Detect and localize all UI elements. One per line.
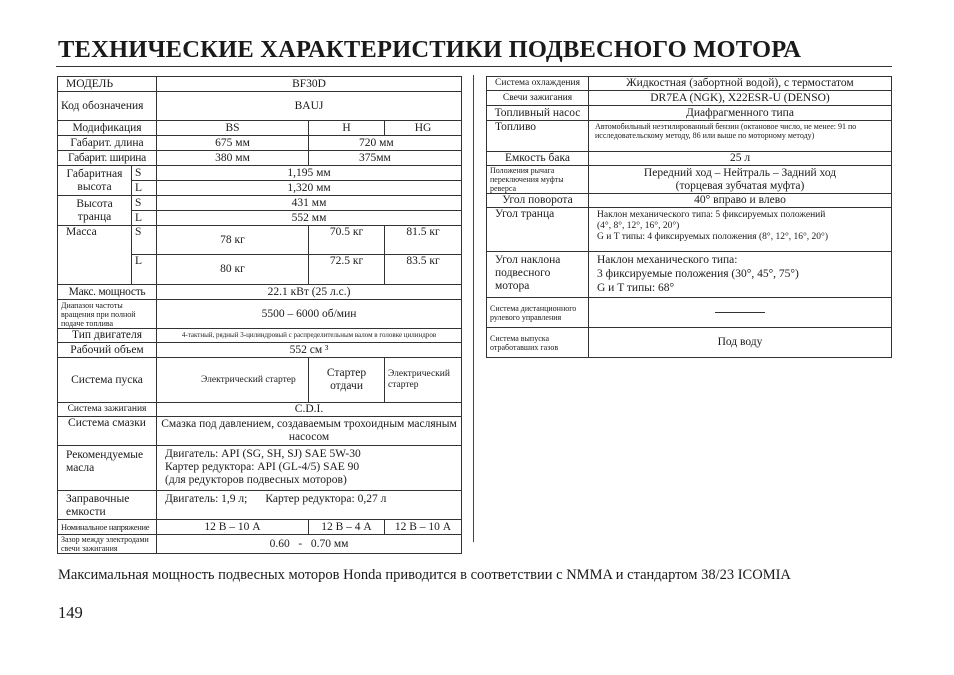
voltage-label: Номинальное напряжение	[58, 520, 157, 535]
row-model	[58, 77, 462, 92]
transom-l-label: L	[132, 211, 157, 226]
length-bs: 675 мм	[157, 136, 309, 151]
mass-l-h: 72.5 кг	[309, 255, 385, 285]
row-capacities	[58, 491, 462, 520]
row-plug-gap	[58, 535, 462, 554]
height-l-value: 1,320 мм	[157, 181, 462, 196]
fuel-pump-label: Топливный насос	[487, 106, 589, 121]
trim-angle-value	[589, 208, 892, 252]
row-tilt-angle	[487, 252, 892, 298]
row-code	[58, 92, 462, 121]
spec-table-right	[486, 76, 892, 358]
lubrication-label: Система смазки	[58, 417, 157, 446]
mass-label: Масса	[58, 226, 132, 285]
fuel-label: Топливо	[487, 121, 589, 152]
width-bs: 380 мм	[157, 151, 309, 166]
code-label: Код обозначения	[58, 92, 157, 121]
displacement-value: 552 см ³	[157, 343, 462, 358]
width-label: Габарит. ширина	[58, 151, 157, 166]
oils-engine: Двигатель: API (SG, SH, SJ) SAE 5W-30	[165, 448, 361, 460]
row-starting	[58, 358, 462, 403]
ignition-label: Система зажигания	[58, 403, 157, 417]
remote-value	[589, 298, 892, 328]
mass-l-label: L	[132, 255, 157, 285]
mass-s-h: 70.5 кг	[309, 226, 385, 255]
tilt-gt-types: G и T типы: 68°	[597, 282, 675, 294]
max-power-label: Макс. мощность	[58, 285, 157, 300]
engine-type-label: Тип двигателя	[58, 329, 157, 343]
starting-h: Стартер отдачи	[309, 358, 385, 403]
row-displacement	[58, 343, 462, 358]
lubrication-value: Смазка под давлением, создаваемым трохоидным масляным насосом	[157, 417, 462, 446]
row-height-s	[58, 166, 462, 181]
not-applicable-dash	[715, 312, 765, 313]
title-underline	[56, 66, 892, 67]
displacement-label: Рабочий объем	[58, 343, 157, 358]
modification-h: H	[309, 121, 385, 136]
plug-gap-label: Зазор между электродами свечи зажигания	[58, 535, 157, 554]
engine-type-value: 4-тактный, рядный 3-цилиндровый с распределительным валом в головке цилиндров	[157, 329, 462, 343]
modification-hg: HG	[385, 121, 462, 136]
row-lubrication	[58, 417, 462, 446]
tilt-angle-value	[589, 252, 892, 298]
trim-gt-types: G и T типы: 4 фиксируемых положения (8°, 12°, 16°, 20°)	[597, 232, 829, 242]
voltage-h: 12 В – 4 А	[309, 520, 385, 535]
trim-angle-label: Угол транца	[487, 208, 589, 252]
row-engine-type	[58, 329, 462, 343]
row-length	[58, 136, 462, 151]
steering-angle-value: 40° вправо и влево	[589, 194, 892, 208]
length-label: Габарит. длина	[58, 136, 157, 151]
code-value: BAUJ	[157, 92, 462, 121]
capacity-engine: Двигатель: 1,9 л;	[165, 493, 248, 505]
remote-label: Система дистанционного рулевого управления	[487, 298, 589, 328]
shift-clutch-type: (торцевая зубчатая муфта)	[675, 179, 805, 192]
mass-l-hg: 83.5 кг	[385, 255, 462, 285]
row-spark-plugs	[487, 91, 892, 106]
starting-label: Система пуска	[58, 358, 157, 403]
trim-positions: (4°, 8°, 12°, 16°, 20°)	[597, 221, 680, 231]
transom-s-value: 431 мм	[157, 196, 462, 211]
ignition-value: C.D.I.	[157, 403, 462, 417]
height-s-label: S	[132, 166, 157, 181]
mass-s-label: S	[132, 226, 157, 255]
transom-l-value: 552 мм	[157, 211, 462, 226]
tilt-angle-label: Угол наклона подвесного мотора	[487, 252, 589, 298]
voltage-hg: 12 В – 10 А	[385, 520, 462, 535]
tilt-positions: 3 фиксируемые положения (30°, 45°, 75°)	[597, 268, 799, 280]
row-ignition	[58, 403, 462, 417]
cooling-value: Жидкостная (забортной водой), с термостатом	[589, 77, 892, 91]
transom-label: Высота транца	[58, 196, 132, 226]
oils-gearcase: Картер редуктора: API (GL-4/5) SAE 90	[165, 461, 360, 473]
row-shift	[487, 166, 892, 194]
page-number: 149	[58, 603, 83, 622]
shift-value	[589, 166, 892, 194]
tank-value: 25 л	[589, 152, 892, 166]
modification-bs: BS	[157, 121, 309, 136]
oils-value	[157, 446, 462, 491]
spec-table-left	[57, 76, 462, 554]
cooling-label: Система охлаждения	[487, 77, 589, 91]
capacities-label: Заправочные емкости	[58, 491, 157, 520]
row-fuel-pump	[487, 106, 892, 121]
row-remote	[487, 298, 892, 328]
transom-s-label: S	[132, 196, 157, 211]
mass-s-hg: 81.5 кг	[385, 226, 462, 255]
row-max-power	[58, 285, 462, 300]
row-rpm	[58, 300, 462, 329]
tank-label: Емкость бака	[487, 152, 589, 166]
model-value: BF30D	[157, 77, 462, 92]
row-mass-s	[58, 226, 462, 255]
steering-angle-label: Угол поворота	[487, 194, 589, 208]
row-tank	[487, 152, 892, 166]
starting-bs: Электрический стартер	[157, 358, 309, 403]
voltage-bs: 12 В – 10 А	[157, 520, 309, 535]
capacities-value	[157, 491, 462, 520]
fuel-value: Автомобильный неэтилированный бензин (октановое число, не менее: 91 по исследовательскому методу, 86 или выше по моторному методу)	[589, 121, 892, 152]
row-cooling	[487, 77, 892, 91]
oils-note: (для редукторов подвесных моторов)	[165, 474, 347, 486]
starting-hg: Электрический стартер	[385, 358, 462, 403]
fuel-pump-value: Диафрагменного типа	[589, 106, 892, 121]
row-voltage	[58, 520, 462, 535]
capacity-gearcase: Картер редуктора: 0,27 л	[265, 493, 387, 505]
height-s-value: 1,195 мм	[157, 166, 462, 181]
page-title: ТЕХНИЧЕСКИЕ ХАРАКТЕРИСТИКИ ПОДВЕСНОГО МОТОРА	[58, 36, 802, 63]
width-h-hg: 375мм	[309, 151, 462, 166]
spark-plugs-label: Свечи зажигания	[487, 91, 589, 106]
mass-l-bs: 80 кг	[157, 255, 309, 285]
row-transom-s	[58, 196, 462, 211]
length-h-hg: 720 мм	[309, 136, 462, 151]
row-fuel	[487, 121, 892, 152]
row-width	[58, 151, 462, 166]
max-power-value: 22.1 кВт (25 л.с.)	[157, 285, 462, 300]
spark-plugs-value: DR7EA (NGK), X22ESR-U (DENSO)	[589, 91, 892, 106]
row-exhaust	[487, 328, 892, 358]
row-modification	[58, 121, 462, 136]
height-label: Габаритная высота	[58, 166, 132, 196]
column-divider	[473, 75, 474, 542]
modification-label: Модификация	[58, 121, 157, 136]
row-steering-angle	[487, 194, 892, 208]
mass-s-bs: 78 кг	[157, 226, 309, 255]
row-oils	[58, 446, 462, 491]
footnote: Максимальная мощность подвесных моторов Honda приводится в соответствии с NMMA и стандартом 38/23 ICOMIA	[58, 567, 791, 583]
row-trim-angle	[487, 208, 892, 252]
oils-label: Рекомендуемые масла	[58, 446, 157, 491]
rpm-value: 5500 – 6000 об/мин	[157, 300, 462, 329]
shift-positions: Передний ход – Нейтраль – Задний ход	[643, 166, 837, 179]
rpm-label: Диапазон частоты вращения при полной подаче топлива	[58, 300, 157, 329]
height-l-label: L	[132, 181, 157, 196]
shift-label: Положения рычага переключения муфты реверса	[487, 166, 589, 194]
exhaust-label: Система выпуска отработавших газов	[487, 328, 589, 358]
model-label: МОДЕЛЬ	[58, 77, 157, 92]
tilt-mechanical: Наклон механического типа:	[597, 254, 738, 266]
plug-gap-value: 0.60 - 0.70 мм	[157, 535, 462, 554]
trim-mechanical: Наклон механического типа: 5 фиксируемых положений	[597, 210, 826, 220]
exhaust-value: Под воду	[589, 328, 892, 358]
